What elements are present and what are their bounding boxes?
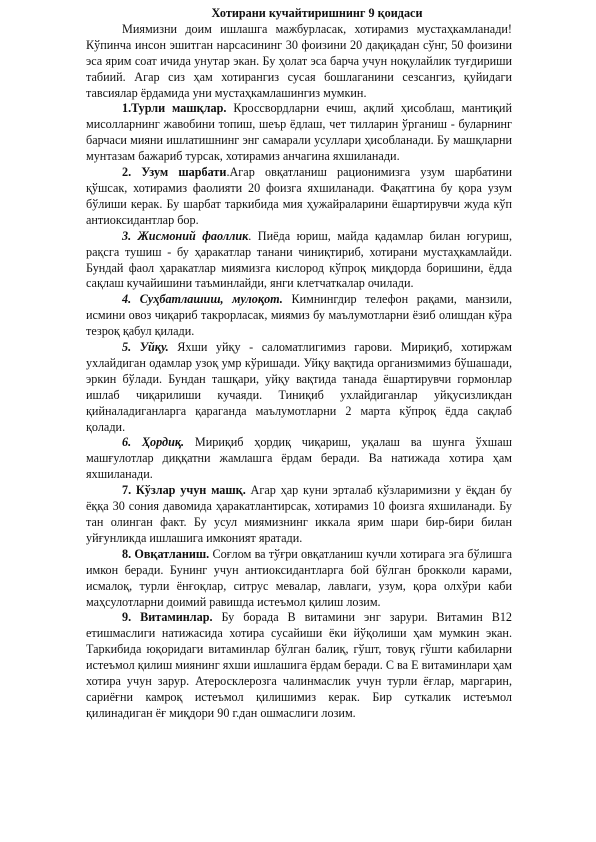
rule-text: Кроссвордларни ечиш, ақлий ҳисоблаш, мантиқий мисолларнинг жавобини топиш, шеър ёдлаш, чет тилларин ўрганиш - буларнинг барчаси мияни ишлатишнинг энг самарали усуллари ҳисобланади. Бу машқларни мунтазам бажариб турсак, хотирамиз анчагина яхшиланади. <box>86 101 512 164</box>
rule-paragraph-9 <box>86 610 512 721</box>
rule-paragraph-8 <box>86 547 512 611</box>
rule-paragraph-5 <box>86 340 512 435</box>
rule-heading: 4. Суҳбатлашиш, мулоқот. <box>122 292 283 307</box>
rule-text: Кимнингдир телефон рақами, манзили, исмини овоз чиқариб такрорласак, миямиз бу маълумотларни ёзиб олишдан кўра тезроқ қабул қилади. <box>86 292 512 339</box>
intro-paragraph: Миямизни доим ишлашга мажбурласак, хотирамиз мустаҳкамланади! Кўпинча инсон эшитган нарсасининг 30 фоизини 20 дақиқадан сўнг, 50 фоизини эса ярим соат ичида унутар экан. Бу ҳолат эса барча учун ноқулайлик туғдириши табиий. Агар сиз ҳам хотирангиз сусая бошлаганини сезсангиз, қуйидаги тавсиялар ёрдамида уни мустаҳкамлашингиз мумкин. <box>86 21 512 100</box>
rule-text: Мириқиб ҳордиқ чиқариш, уқалаш ва шунга ўхшаш машғулотлар диққатни жамлашга ёрдам беради. Ва натижада хотира ҳам яхшиланади. <box>86 435 512 482</box>
rule-paragraph-4 <box>86 292 512 340</box>
rule-heading: 3. Жисмоний фаоллик <box>122 228 249 243</box>
rule-text: Бу борада В витамини энг зарури. Витамин В12 етишмаслиги натижасида хотира сусайиши ёки йўқолиши ҳам мумкин экан. Таркибида юқоридаги витаминлар бўлган балиқ, гўшт, товуқ гўшти кабиларни истеъмол қилиш миянинг яхши ишлашига ёрдам беради. С ва Е витаминлари ҳам хотира учун зарур. Атеросклерозга чалинмаслик учун турли ёғлар, маргарин, сариёғни камроқ истеъмол қилишимиз керак. Бир суткалик истеъмол қилинадиган ёғ миқдори 90 г.дан ошмаслиги лозим. <box>86 610 513 720</box>
rule-paragraph-6 <box>86 435 512 483</box>
rule-text: Агар ҳар куни эрталаб кўзларимизни у ёқдан бу ёққа 30 сония давомида ҳаракатлантирсак, хотирамиз 10 фоизга яхшиланади. Бу тан олинган факт. Бу усул миямизнинг иккала ярим шари бир-бири билан уйғунликда ишлашига имконият яратади. <box>86 483 512 545</box>
rule-paragraph-3 <box>86 229 512 293</box>
rule-heading: 1.Турли машқлар. <box>122 101 227 116</box>
rule-text: Яхши уйқу - саломатлигимиз гарови. Мириқиб, хотиржам ухлайдиган одамлар узоқ умр кўришади. Уйқу вақтида организмимиз бўшашади, эркин бўлади. Бундан ташқари, уйқу вақтида танада ёшартирувчи гормонлар ишлаб чиқарилиши кучаяди. Тиниқиб ухлайдиганлар уйқусизликдан қийналадиганларга қараганда маълумотларни 2 марта кўпроқ ёдда сақлаб қолади. <box>86 340 512 434</box>
rule-heading: 6. Ҳордиқ. <box>122 435 185 450</box>
rule-text: Соғлом ва тўғри овқатланиш кучли хотирага эга бўлишга имкон беради. Бунинг учун антиоксидантларга бой бўлган брокколи карами, исмалоқ, турли ёнғоқлар, ситрус мевалар, лавлаги, узум, қора олхўри каби маҳсулотларни доимий равишда истеъмол қилиш лозим. <box>86 546 513 609</box>
rule-heading: 7. Кўзлар учун машқ. <box>122 483 246 498</box>
rule-paragraph-2 <box>86 165 512 229</box>
rule-paragraph-1 <box>86 101 512 165</box>
rule-heading: 9. Витаминлар. <box>122 610 213 625</box>
rule-paragraph-7 <box>86 483 512 547</box>
document-title: Хотирани кучайтиришнинг 9 қоидаси <box>211 6 423 20</box>
rule-text: . Пиёда юриш, майда қадамлар билан югуриш, рақсга тушиш - бу ҳаракатлар танани чиниқтириб, хотирани мустаҳкамлайди. Бундай фаол ҳаракатлар миямизга кислород кўпроқ миқдорда боришини, ёдда сақлаш кучайишини таъминлайди, янги клетчаткалар очилади. <box>86 228 512 291</box>
rule-heading: 2. Узум шарбати <box>122 165 227 180</box>
rule-heading: 5. Уйқу. <box>122 340 169 355</box>
document-page <box>86 6 512 722</box>
rule-text: .Агар овқатланиш рационимизга узум шарбатини қўшсак, хотирамиз фаолияти 20 фоизга яхшиланади. Фақатгина бу қора узум бўлиши керак. Бу шарбат таркибида мия ҳужайраларини ёшартирувчи жуда кўп антиоксидантлар бор. <box>86 165 512 227</box>
rule-heading: 8. Овқатланиш. <box>122 546 210 561</box>
